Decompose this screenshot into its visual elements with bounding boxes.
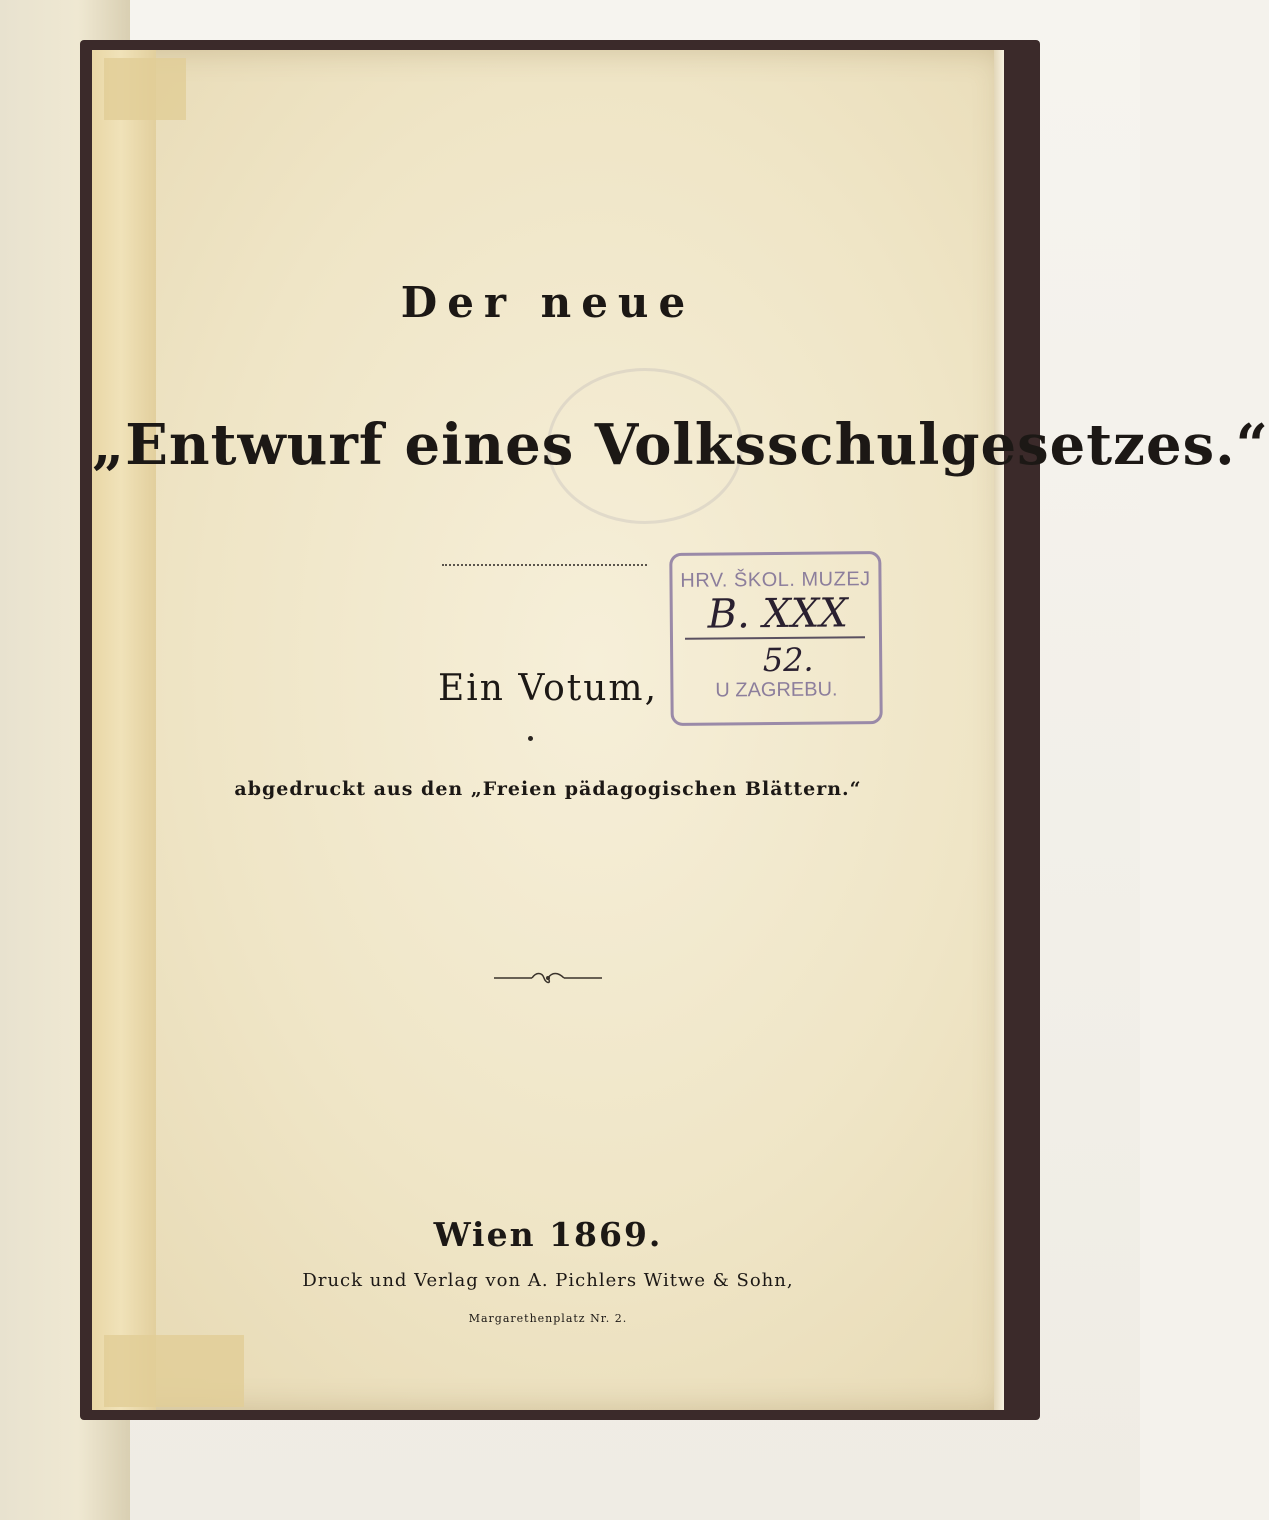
stamp-shelfmark: B. XXX <box>707 590 849 638</box>
title-line-1: Der neue <box>400 278 696 327</box>
library-stamp <box>669 551 883 726</box>
ornament-divider <box>492 970 604 986</box>
main-title: „Entwurf eines Volksschulgesetzes.“ <box>92 412 1269 478</box>
stamp-city: U ZAGREBU. <box>715 678 838 702</box>
stamp-museum-name: HRV. ŠKOL. MUZEJ <box>680 568 871 592</box>
subtitle: Ein Votum, <box>437 668 659 709</box>
imprint-address: Margarethenplatz Nr. 2. <box>468 1312 628 1325</box>
stamp-underline <box>685 636 865 640</box>
stamp-number: 52. <box>762 640 814 680</box>
imprint-place-year: Wien 1869. <box>433 1215 663 1254</box>
title-page-content <box>92 50 1269 1410</box>
wavy-divider <box>442 564 647 566</box>
ink-dot <box>528 736 533 741</box>
imprint-publisher: Druck und Verlag von A. Pichlers Witwe & Sohn, <box>302 1270 794 1291</box>
reprint-note: abgedruckt aus den „Freien pädagogischen Blättern.“ <box>234 778 862 800</box>
